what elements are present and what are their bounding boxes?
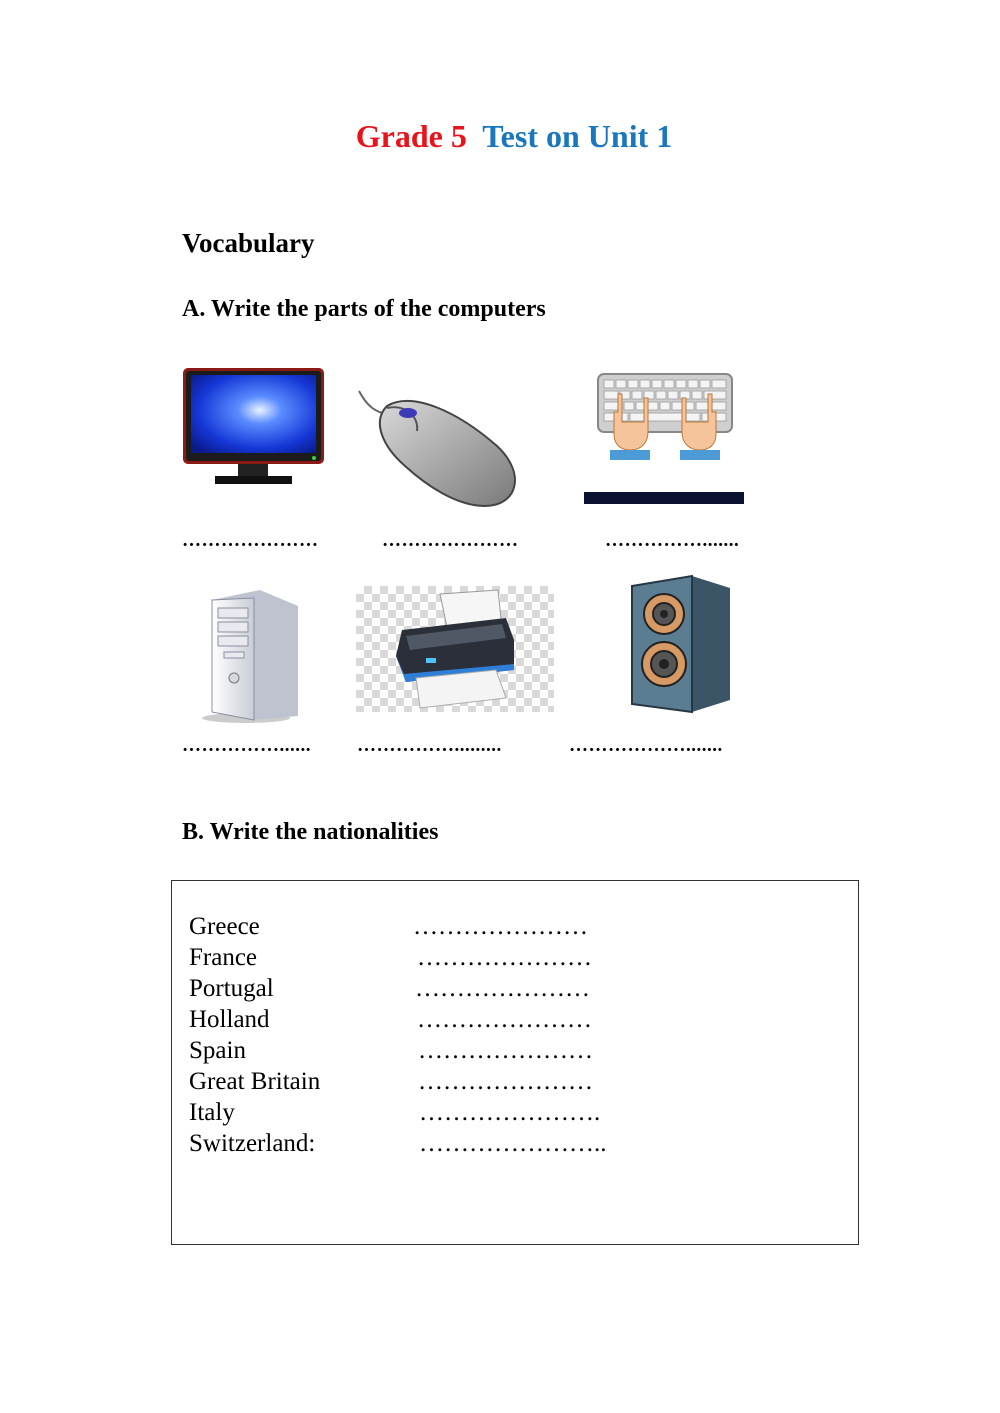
blank-speaker[interactable]: ………………....... bbox=[569, 735, 723, 756]
country-label: Greece bbox=[189, 913, 260, 940]
blank-keyboard[interactable]: ……………....... bbox=[605, 530, 740, 551]
title-grade: Grade 5 bbox=[355, 118, 467, 154]
nationality-blank[interactable]: ………………… bbox=[417, 1006, 592, 1033]
nationality-blank[interactable]: ………………….. bbox=[419, 1130, 607, 1157]
speaker-icon bbox=[626, 574, 734, 714]
nationality-blank[interactable]: …………………. bbox=[419, 1099, 601, 1126]
nationality-blank[interactable]: ………………… bbox=[418, 1037, 593, 1064]
country-label: Spain bbox=[189, 1037, 246, 1064]
keyboard-icon bbox=[584, 372, 744, 506]
printer-icon bbox=[356, 586, 554, 712]
blank-printer[interactable]: ……………......... bbox=[357, 735, 502, 756]
blank-mouse[interactable]: ………………… bbox=[382, 530, 519, 551]
printer-image-background bbox=[356, 586, 554, 712]
country-label: Switzerland: bbox=[189, 1130, 316, 1157]
mouse-icon bbox=[357, 386, 523, 510]
section-vocabulary-heading: Vocabulary bbox=[182, 228, 315, 258]
country-label: Portugal bbox=[189, 975, 274, 1002]
country-label: Holland bbox=[189, 1006, 270, 1033]
computer-tower-icon bbox=[190, 588, 302, 724]
nationalities-box bbox=[171, 880, 859, 1245]
part-a-heading: A. Write the parts of the computers bbox=[182, 296, 546, 322]
nationality-blank[interactable]: ………………… bbox=[413, 913, 588, 940]
country-label: France bbox=[189, 944, 258, 971]
country-label: Italy bbox=[189, 1099, 235, 1126]
blank-tower[interactable]: ……………...... bbox=[182, 735, 311, 756]
nationality-blank[interactable]: ………………… bbox=[415, 975, 590, 1002]
country-label: Great Britain bbox=[189, 1068, 321, 1095]
nationality-blank[interactable]: ………………… bbox=[417, 944, 592, 971]
part-b-heading: B. Write the nationalities bbox=[182, 819, 439, 845]
page-title bbox=[0, 118, 1000, 155]
nationality-blank[interactable]: ………………… bbox=[418, 1068, 593, 1095]
blank-monitor[interactable]: ………………… bbox=[182, 530, 319, 551]
title-test: Test on Unit 1 bbox=[482, 118, 673, 154]
monitor-icon bbox=[182, 366, 325, 491]
